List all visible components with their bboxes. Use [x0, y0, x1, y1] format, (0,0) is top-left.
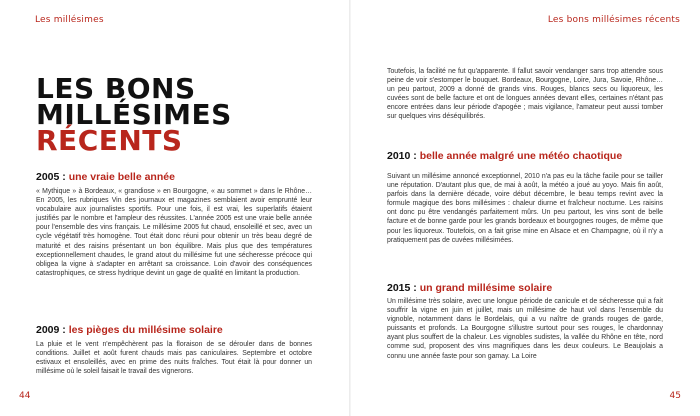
title-line-3: RÉCENTS	[36, 124, 183, 157]
continuation-paragraph: Toutefois, la facilité ne fut qu'apparente. Il fallut savoir vendanger sans trop attendre sous peine de voir s'estomper le bouquet. Bordeaux, Bourgogne, Loire, Jura, Savoie, Rhône… un peu partout, 2009 a donné de grands vins. Rouges, blancs secs ou liquoreux, les cuvées sont de belle facture et ont de longues années devant elles, certaines n'étant pas encore entrées dans leur période d'apogée ; mais vigilance, l'amateur peut aussi tomber sur quelques vins déséquilibrés.	[387, 68, 663, 121]
section-year: 2015 :	[387, 282, 420, 294]
section-body-2009: La pluie et le vent n'empêchèrent pas la floraison de se dérouler dans de bonnes conditions. Juillet et août furent chauds mais pas caniculaires. Septembre et octobre estivaux et ensoleillés, avec en prime des nuits fraîches. Tout était là pour donner un millésime où le soleil faisait le travail des vignerons.	[36, 341, 312, 376]
section-title: une vraie belle année	[68, 171, 175, 183]
section-heading-2010	[387, 151, 663, 162]
section-title: un grand millésime solaire	[419, 282, 553, 294]
section-title: les pièges du millésime solaire	[68, 324, 223, 336]
running-head-left: Les millésimes	[35, 15, 104, 25]
section-body-2015: Un millésime très solaire, avec une longue période de canicule et de sécheresse qui a fait souffrir la vigne en juin et juillet, mais un millésime de haut vol dans l'ensemble du vignoble, notamment dans le Bordelais, qui a vu naître de grands rouges de garde, puissants et profonds. La Bourgogne s'illustre surtout pour ses rouges, le chardonnay ayant plus souffert de la chaleur. Les vignobles sudistes, la vallée du Rhône en tête, nord comme sud, proposent des vins magnifiques dans les deux couleurs. Le Beaujolais a connu une année faste pour son gamay. La Loire	[387, 298, 663, 360]
title-line-1: LES BONS	[36, 72, 196, 105]
page-gutter	[349, 0, 351, 416]
section-year: 2009 :	[36, 324, 69, 336]
section-heading-2005	[36, 172, 312, 183]
page-number-left: 44	[19, 391, 31, 401]
title-line-2: MILLÉSIMES	[36, 98, 232, 131]
section-year: 2010 :	[387, 150, 420, 162]
section-title: belle année malgré une météo chaotique	[419, 150, 623, 162]
section-body-2010: Suivant un millésime annoncé exceptionnel, 2010 n'a pas eu la tâche facile pour se tailler une réputation. D'autant plus que, de mai à août, la météo a joué au yoyo. Mais fin août, parfois dans la dernière décade, voire début décembre, le beau temps revint avec la formule magique des bons millésimes : chaleur diurne et fraîcheur nocturne. Les raisins ont donc pu être vendangés parfaitement mûrs. Un peu partout, les vins sont de belle facture et de bonne garde pour les grands bordeaux et bourgognes rouges, de même que pour les liquoreux. Toutefois, on a fait grise mine en Alsace et en Champagne, où il n'y a pratiquement pas de cuvées millésimées.	[387, 173, 663, 244]
section-heading-2015	[387, 283, 663, 294]
page-number-right: 45	[669, 391, 681, 401]
section-heading-2009	[36, 325, 312, 336]
page-title	[36, 72, 232, 157]
section-body-2005: « Mythique » à Bordeaux, « grandiose » en Bourgogne, « au sommet » dans le Rhône… En 2005, les rubriques Vin des journaux et magazines semblaient avoir emprunté leur vocabulaire aux journalistes sportifs. Pour une fois, il est vrai, les superlatifs étaient justifiés par le nombre et l'ampleur des réussites. L'année 2005 est une vraie belle année pour l'ensemble des vins français. Le millésime 2005 fut chaud, ensoleillé et sec, avec un cycle végétatif très homogène. Tout était donc réuni pour obtenir un très beau degré de maturité et des raisins présentant un bon équilibre. Mais plus que des températures exceptionnellement chaudes, le grand atout du millésime fut une sécheresse précoce qui obligea la vigne à s'adapter en arrêtant sa croissance. Loin d'avoir des conséquences catastrophiques, ce stress hydrique devint un gage de qualité en limitant la production.	[36, 188, 312, 277]
running-head-right: Les bons millésimes récents	[547, 15, 680, 25]
section-year: 2005 :	[36, 171, 69, 183]
